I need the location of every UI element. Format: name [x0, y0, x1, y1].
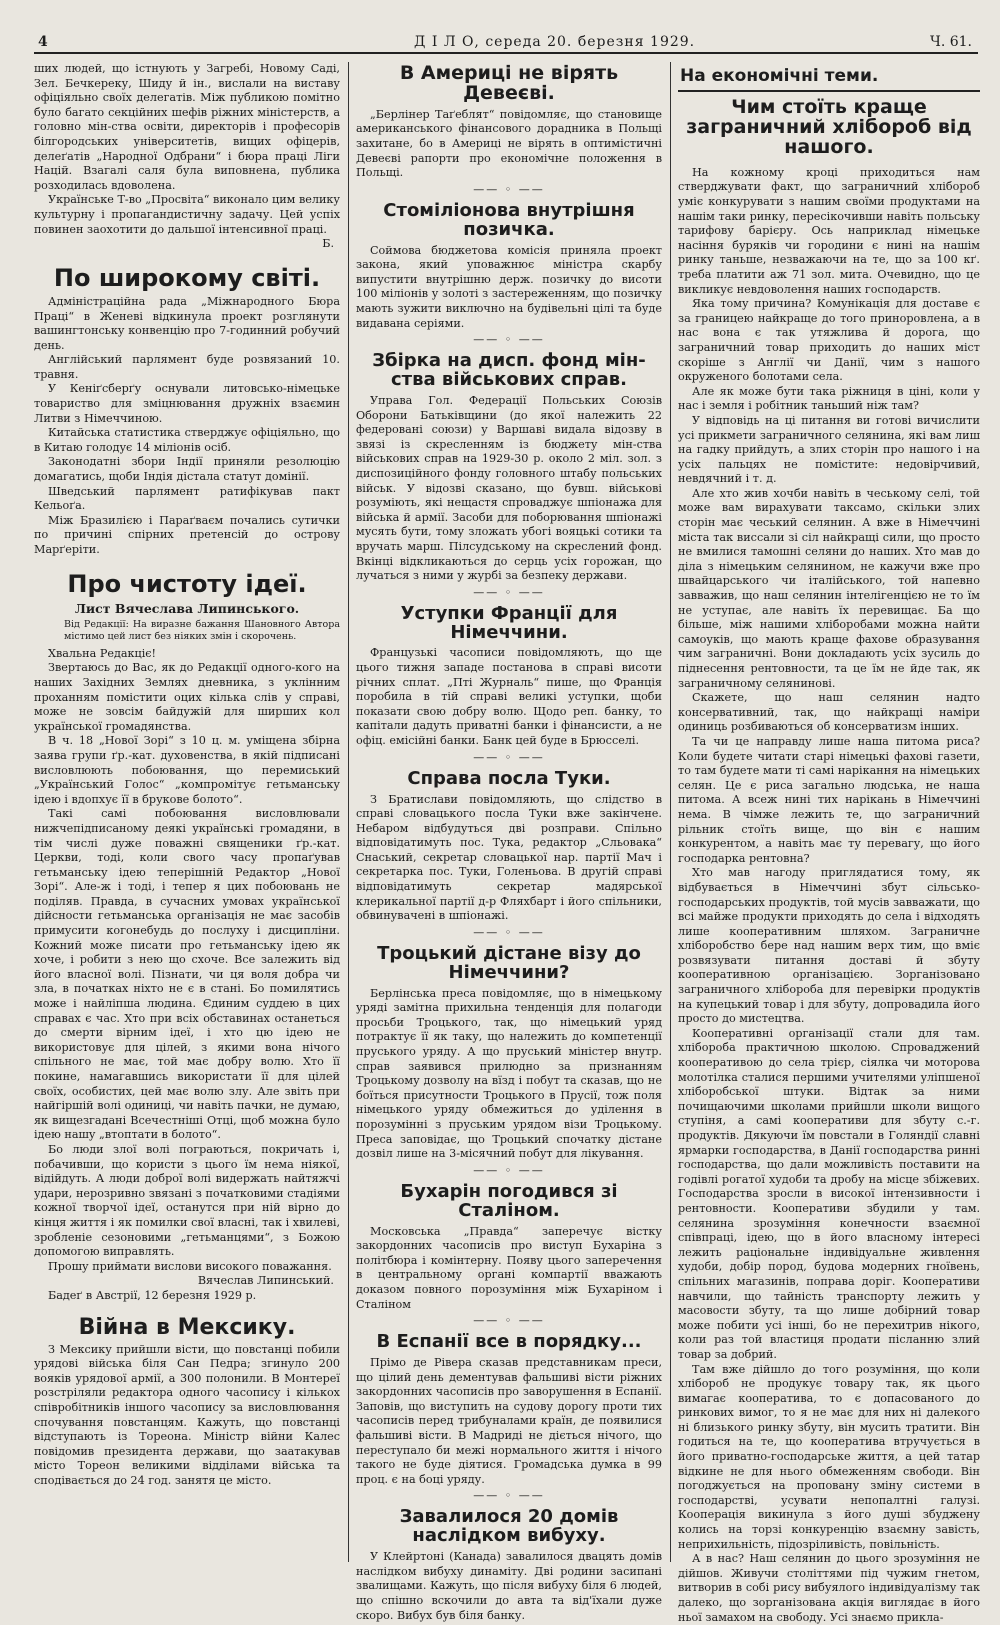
signature: Вячеслав Липинський.	[197, 1274, 334, 1288]
paragraph: Берлінська преса повідомляє, що в німецькому уряді замітна прихильна тенденція для полагоди просьби Троцького, так, що німецький уряд потрактує її як таку, що належить до компетенції пруського уряду. А що пруський міністер внутр. справ заявився прилюдно за признанням Троцькому дозволу на вїзд і побут та сказав, що не боїться присутности Троцького в Прусії, тож поля німецького уряду обмежиться до уділення в порозумінні з пруським урядом візи Троцькому. Преса заповідає, що Троцький спочатку дістане дозвіл лише на 3-місячний побут для лікування.	[356, 986, 662, 1161]
editor-note: Від Редакції: На виразне бажання Шановного Автора містимо цей лист без ніяких змін і скорочень.	[64, 618, 340, 642]
separator: —— ◦ ——	[473, 1314, 545, 1328]
article-title: В Америці не вірять Девеєві.	[399, 62, 619, 104]
paragraph: У відповідь на ці питання ви готові вичислити усі прикмети заграничного селянина, які вам лиш на гадку прийдуть, а злих сторін про нашого і на усіх пальцях не помістите: недовірчивий, невдячний і т. д.	[678, 413, 980, 486]
paragraph: Адміністраційна рада „Міжнародного Бюра Праці“ в Женеві відкинула проект розглянути вашингтонську конвенцію про 7-годинний робучий день.	[34, 294, 340, 352]
page-number: 4	[38, 34, 48, 50]
paragraph: На кожному кроці приходиться нам стверджувати факт, що заграничний хлібороб уміє конкурувати з нашим своїми продуктами на нашім таки ринку, пересікочивши навіть польську тарифову барієру. Ось наприклад німецьке насіння буряків чи городини є нині на нашім ринку таньше, незважаючи на те, що за 100 кґ. треба платити аж 71 зол. мита. Очевидно, що це викликує невдоволення наших господарств.	[678, 165, 980, 296]
paragraph: Кооперативні організації стали для там. хлібороба практичною школою. Спроваджений кооперативою до села трієр, сіялка чи моторова молотілка сталися першими учителями уліпшеної хліборобської штуки. Відтак за ними почищаючими школами прийшли школи вищого ступіня, а самі кооперативи для збуту с.-г. продуктів. Дякуючи їм повстали в Голяндії славні ярмарки господарства, в Данії господарства ринні господарства, що дали можливість поставити на годівлі рогатої худоби та дробу на місце збіжевих. Господарства зросли в високої інтензивности і рентовности. Кооперативи збудили у там. селянина зрозуміння конечности взаємної співпраці, ідею, що в його власному інтересі лежить раціональне індивідуальне живлення худоби, добір пород, будова модерних гноївень, спільних магазинів, поправа доріг. Кооперативи навчили, що тайність транспорту лежить у масовости збуту, та що лише добірний товар може побити усі інші, бо не перехитрив нікого, коли раз той властиця продати післанню злий товар за добрий.	[678, 1026, 980, 1361]
paragraph: Англійський парлямент буде розвязаний 10. травня.	[34, 353, 340, 381]
paragraph: Скажете, що наш селянин надто консервативний, так, що найкращі наміри одиниць розбиваються об консерватизм інших.	[678, 691, 980, 734]
column-middle	[356, 62, 662, 1622]
paper-title: Д І Л О,	[414, 34, 480, 50]
paragraph: Але хто жив хочби навіть в чеському селі, той може вам вирахувати таксамо, скільки злих сторін має чеський селянин. А вже в Німеччині міста так виссали зі сіл найкращі сили, що просто не вмилися тамошні селяни до наших. Хто мав до діла з німецьким селянином, не кажучи вже про швайцарського чи італійського, той напевно завважив, що наш селянин інтелігенцією не то їм не уступає, але навіть їх перевищає. Ба що більше, між нашими хліборобами можна найти самоуків, що мають краще фахове образування чим заграничні. Вони докладають усіх зусиль до піднесення рентовности, та це їм не йде так, як заграничному селянинові.	[678, 486, 980, 690]
article-title: Збірка на дисп. фонд мін-ства військових справ.	[372, 350, 646, 391]
article-title: Бухарін погодився зі Сталіном.	[400, 1180, 618, 1221]
signature: Б.	[322, 237, 334, 251]
paragraph: Такі самі побоювання висловлювали нижчепідписаному деякі українські громадяни, в тім числі дуже поважні священики ґр.-кат. Церкви, тоді, коли свого часу пропаґував гетьманську ідею теперішній Редактор „Нової Зорі“. Але-ж і тоді, і тепер я цих побоювань не поділяв. Правда, в сучасних умовах української дійсности гетьманська організація не має засобів примусити когонебудь до послуху і дисципліни. Кожний може писати про гетьманську ідею як хоче, і робити з нею що схоче. Все залежить від його власної волі. Пізнати, чи ця воля добра чи зла, в початках ніхто не є в стані. Бо помилятись може і найліпша людина. Єдиним суддею в цих справах є час. Хто при всіх обставинах останеться до смерти вірним ідеї, і хто цю ідею не використовує для цілей, з якими вона нічого спільного не має, той має добру волю. Хто її покине, намагавшись використати її для цілей своїх, особистих, цей має волю злу. Але звіть при найгіршій волі одиниці, чи навіть пачки, не думаю, як вищезгадані Всечестніші Отці, щоб можна було ідею нашу „втоптати в болото“.	[34, 807, 340, 1142]
paragraph: Там вже дійшло до того розуміння, що коли хлібороб не продукує товару так, як цього вимагає кооператива, то є допасованого до ринкових вимог, то я не має для них ні далекого ні близького ринку збуту, він мусить тратити. Він годиться на те, що кооператива втручується в його приватно-господарське життя, а цей татар відкине не для нього обмеженням свободи. Він погоджується на проповану зміну системи в господарстві, усувати непопалтні галузі. Кооперація викинула з його душі збуджену колись на торзі конкуренцію взаємну завість, неприхильність, підозріливість, повільність.	[678, 1362, 980, 1551]
paragraph: Шведський парлямент ратифікував пакт Кельоґа.	[34, 484, 340, 513]
paragraph: Китайська статистика стверджує офіціяльно, що в Китаю голодує 14 міліонів осіб.	[34, 426, 340, 454]
paragraph: Прошу приймати вислови високого поважання.	[48, 1259, 332, 1273]
issue-number: Ч. 61.	[930, 34, 972, 50]
column-rule	[670, 62, 671, 1562]
salutation: Хвальна Редакціє!	[48, 646, 157, 660]
paragraph: Українське Т-во „Просвіта“ виконало цим велику культурну і пропагандистичну задачу. Цей успіх повинен заохотити до дальшої інтенсивної праці.	[34, 193, 341, 236]
paragraph: Звертаюсь до Вас, як до Редакції одного-кого на наших Західних Землях дневника, з уклінним проханням помістити оцих кілька слів у справі, може не зовсім байдужій для ширших кол української громадянства.	[34, 661, 340, 733]
paragraph: Яка тому причина? Комунікація для доставе є за границею найкраще до того приноровлена, а в нас вона є так утяжлива й дорога, що заграничний товар приходить до наших міст скоріше з Англії чи Данії, чим з нашого окруженого болотами села.	[678, 297, 980, 384]
paragraph: Управа Гол. Федерації Польських Союзів Оборони Батьківщини (до якої належить 22 федерованi союзи) у Варшаві видала відозву в звязі із скресленням із бюджету мін-ства військових справ на 1929-30 р. около 2 міл. зол. з диспозиційного фонду головного штабу польських військ. У відозві сказано, що бувш. військові розуміють, які нещастя спроваджує шпіонажа для війська й армії. Засоби для поборювання шпіонажі мусять бути, тому зложать убогі вояцькі сотики та вручать марш. Пілсудському на скреслений фонд. Вкінці відкликаються до серць усіх горожан, що лучаться з ними у журбі за безпеку держави.	[356, 393, 662, 583]
separator: —— ◦ ——	[473, 1163, 545, 1177]
article-title: По широкому світі.	[53, 263, 321, 292]
issue-date: середа 20. березня 1929.	[485, 34, 696, 50]
article-title: Уступки Франції для Німеччини.	[400, 602, 618, 643]
dateline: Бадеґ в Австрії, 12 березня 1929 р.	[48, 1288, 257, 1302]
paragraph: З Мексику прийшли вісти, що повстанці побили урядові війська біля Сан Педра; згинуло 200 вояків урядової армії, а 300 полонили. В Монтереї розстріляли редактора одного часопису і кількох співробітників іншого часопису за висловлювання спочування повстанцям. Кажуть, що повстанці відступають із Тореона. Міністр війни Калес повідомив президента держави, що заатакував місто Тореон великими відділами війська та сподівається до 24 год. занятя це місто.	[34, 1342, 340, 1487]
paragraph: Московська „Правда“ заперечує вістку закордонних часописів про виступ Бухаріна з політбюра і комінтерну. Появу цього заперечення в центральному органі компартії вважають доказом повного порозуміння між Бухаріном і Сталіном	[356, 1224, 662, 1311]
paragraph: „Берлінер Таґеблят“ повідомляє, що становище американського фінансового дорадника в Польщі захитане, бо в Америці не вірять в оптимістичні Девеєві рапорти про економічне положення в Польщі.	[356, 107, 662, 180]
article-title: Війна в Мексику.	[78, 1314, 296, 1340]
paragraph: Законодатні збори Індії приняли резолюцію домагатись, щоби Індія дістала статут домінії.	[34, 455, 340, 484]
article-subtitle: Лист Вячеслава Липинського.	[74, 600, 300, 616]
separator: —— ◦ ——	[473, 1489, 545, 1503]
paper-date	[414, 34, 695, 50]
paragraph: А в нас? Наш селянин до цього зрозуміння не дійшов. Живучи століттями під чужим гнетом, витворив в собі рису вибуялого індивідуалізму так далеко, що зорганізована акція виглядає в його ньої замахом на свободу. Усі знаємо прикла-	[678, 1552, 980, 1624]
paragraph: Соймова бюджетова комісія приняла проект закона, який уповажнює міністра скарбу випустити внутрішню держ. позичку до висоти 100 міліонів у золоті з застереженням, що позичку мають зужити виключно на будівельні цілі та буде видавана серіями.	[356, 243, 662, 330]
paragraph: Бо люди злої волі пограються, покричать і, побачивши, що користи з цього їм нема ніякої, відійдуть. А люди доброї волі видержать найтяжчі удари, нерозривно звязані з початковими стадіями кожної творчої ідеї, останутся при ній вірно до кінця життя і як помилки свої власні, так і хвилеві, зробленіе сезоновими „гетьманцями“, з Божою допомогою виправлять.	[34, 1142, 340, 1259]
article-title: Завалилося 20 домів наслідком вибуху.	[399, 1506, 619, 1547]
paragraph: Але як може бути така ріжниця в ціні, коли у нас і земля і робітник таньший ніж там?	[678, 384, 980, 413]
paragraph: Та чи це направду лише наша питома риса? Коли будете читати старі німецькі фахові газети, то там будете мати ті самі нарікання на німецьких селян. Це є риса загально людська, не наша питома. А всеж нині тих нарікань в Німеччині нема. В чімже лежить те, що заграничний рільник стоїть вище, що він є нашим конкурентом, а навіть має ту перевагу, що його господарка рентовна?	[678, 734, 980, 865]
separator: —— ◦ ——	[473, 750, 545, 764]
running-header	[34, 32, 978, 54]
separator: —— ◦ ——	[473, 925, 545, 939]
article-title: Справа посла Туки.	[407, 767, 611, 789]
paragraph: В ч. 18 „Нової Зорі“ з 10 ц. м. уміщена збірна заява групи ґр.-кат. духовенства, в якій підписані висловлюють побоювання, що перемиський „Український Голос“ „компромітує гетьманську ідею і вдопхує її в брукове болото“.	[34, 734, 340, 806]
paragraph: Прімо де Рівера сказав представникам преси, що цілий день дементував фальшиві вісти ріжних закордонних часописів про заворушення в Еспанії. Заповів, що виступить на судову дорогу проти тих часописів перед трибуналами країн, де появилися фальшиві вісти. В Мадриді не діється нічого, що переступало би межі нормального життя і нічого такого не буде діятися. Громадська думка в 99 проц. є на боці уряду.	[356, 1356, 662, 1486]
paragraph: Хто мав нагоду приглядатися тому, як відбувається в Німеччині збут сільсько-господарських продуктів, той мусів завважати, що всі майже продукти приходять до села і відходять лише кооперативним шляхом. Заграничне хліборобство бере над нашим верх тим, що вміє розвязувати питання доставі й збуту кооперативною організацією. Зорганізовано заграничного хлібороба для перевірки продуктів на купецький товар і для збуту, допровадила його просто до мистецтва.	[678, 866, 980, 1026]
column-right	[678, 62, 980, 1624]
column-rule	[348, 62, 349, 1562]
paragraph: У Кеніґсберґу оснували литовсько-німецьке товариство для зміцнювання дружніх взаємин Литви з Німеччиною.	[34, 382, 340, 425]
article-title: Про чистоту ідеї.	[67, 569, 307, 598]
paragraph: Французькі часописи повідомляють, що ще цього тижня западе постанова в справі висоти річних сплат. „Пті Журналь“ пише, що Франція поробила в тій справі великі уступки, щоби показати свою добру волю. Щодо реп. банку, то капітали дадуть приватні банки і фінансисти, а не офіц. емісійні банки. Банк цей буде в Брюсселі.	[356, 646, 662, 748]
article-title: Чим стоїть краще заграничний хлібороб від нашого.	[686, 96, 972, 158]
separator: —— ◦ ——	[473, 585, 545, 599]
separator: —— ◦ ——	[473, 182, 545, 196]
article-title: Троцький дістане візу до Німеччини?	[377, 942, 641, 983]
paragraph: Між Бразилією і Параґваєм почались сутички по причині спірних претенсій до острову Марґеріти.	[34, 513, 340, 556]
column-left	[34, 62, 340, 1562]
article-title: Стоміліонова внутрішня позичка.	[383, 199, 635, 240]
paragraph: У Клейртоні (Канада) завалилося двацять домів наслідком вибуху динаміту. Дві родини засипані звалищами. Кажуть, що після вибуху біля 6 людей, що спішно вскочили до авта та від'їхали дуже скоро. Вибух був біля банку.	[356, 1550, 662, 1622]
columns	[34, 62, 980, 1624]
article-title: В Еспанії все в порядку...	[376, 1331, 642, 1353]
paragraph: ших людей, що істнують у Загребі, Новому Саді, Зел. Бечкереку, Шиду й ін., вислали на виставу офіціяльно своїх делегатів. Між публикою помітно було багато секційних шефів ріжних міністерств, а головно мін-ства освіти, директорів і професорів білгородських університетів, вищих офіцерів, делеґатів „Народної Одбрани“ і бюра праці Ліги Націй. Взагалі саля була виповнена, публика розходилась вдоволена.	[34, 62, 340, 192]
paragraph: З Братислави повідомляють, що слідство в справі словацького посла Туки вже закінчене. Небаром відбудуться дві розправи. Спільно відповідатимуть пос. Тука, редактор „Сльовака“ Снаський, секретар словацької нар. партії Мач і секретарка пос. Туки, Голеньова. В другій справі відповідатимуть секретар мадярської клерикальної партії д-р Фляхбарт і його спільники, обвинувачені в шпіонажі.	[356, 792, 662, 923]
separator: —— ◦ ——	[473, 333, 545, 347]
section-heading: На економічні теми.	[678, 62, 980, 92]
